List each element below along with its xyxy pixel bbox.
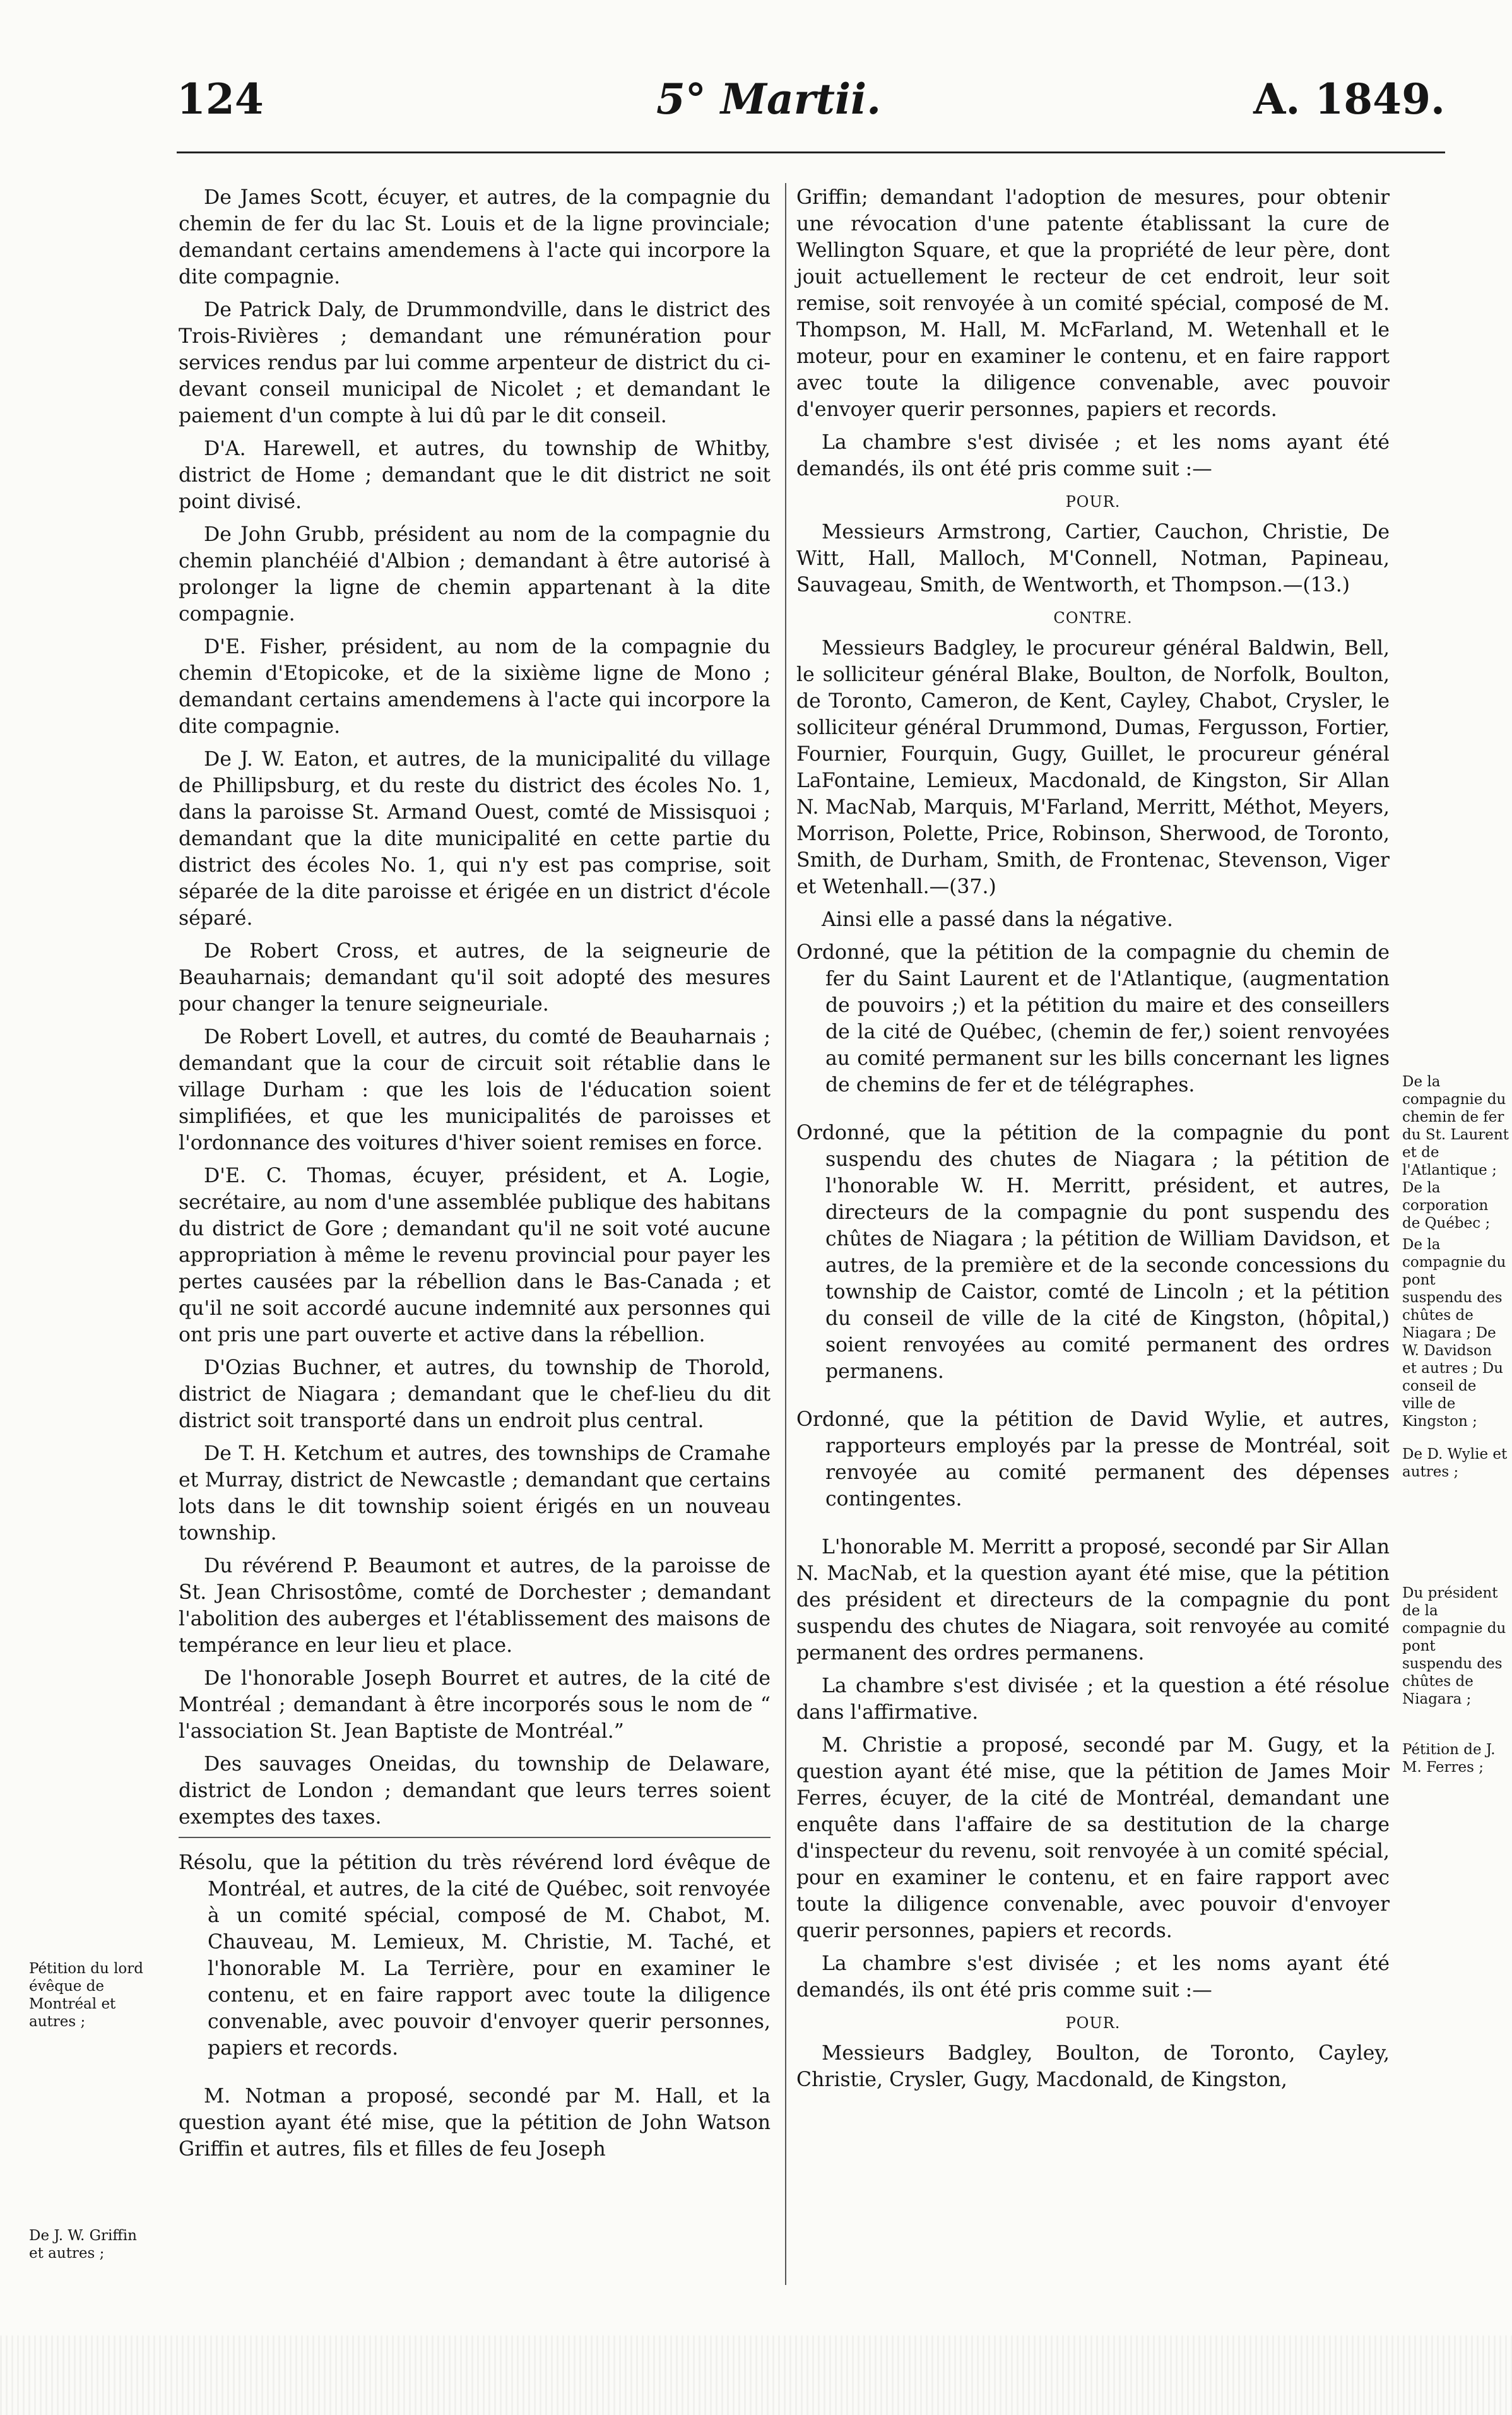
petition-paragraph: De Patrick Daly, de Drummondville, dans le district des Trois-Rivières ; demandant une rémunération pour services rendus par lui comme arpenteur de district du ci-devant conseil municipal de Nicolet ; et demandant le paiement d'un compte à lui dû par le dit conseil. (179, 299, 771, 427)
header-rule (177, 151, 1445, 153)
notman-motion: M. Notman a proposé, secondé par M. Hall, et la question ayant été mise, que la pétition de John Watson Griffin et autres, fils et filles de feu Joseph (179, 2085, 771, 2161)
petition-paragraph: De Robert Cross, et autres, de la seigneurie de Beauharnais; demandant qu'il soit adopté des mesures pour changer la tenure seigneuriale. (179, 940, 771, 1016)
margin-note: De D. Wylie et autres ; (1402, 1446, 1508, 1480)
order-text: Ordonné, que la pétition de David Wylie, et autres, rapporteurs employés par la presse de Montréal, soit renvoyée au comité permanent des dépenses contingentes. (796, 1408, 1390, 1510)
petition-paragraph: De T. H. Ketchum et autres, des townships de Cramahe et Murray, district de Newcastle ; demandant que certains lots dans le dit township soient érigés en un nouveau township. (179, 1442, 771, 1545)
petition-paragraph: De l'honorable Joseph Bourret et autres, de la cité de Montréal ; demandant à être incorporés sous le nom de “ l'association St. Jean Baptiste de Montréal.” (179, 1667, 771, 1743)
pour-heading: POUR. (1065, 493, 1121, 511)
petition-paragraph: De James Scott, écuyer, et autres, de la compagnie du chemin de fer du lac St. Louis et de la ligne provinciale; demandant certains amendemens à l'acte qui incorpore la dite compagnie. (179, 186, 771, 288)
griffin-continuation: Griffin; demandant l'adoption de mesures, pour obtenir une révocation d'une patente établissant la cure de Wellington Square, et que la propriété de leur père, dont jouit actuellement le recteur de cet endroit, leur soit remise, soit renvoyée à un comité spécial, composé de M. Thompson, M. Hall, M. McFarland, M. Wetenhall et le moteur, pour en examiner le contenu, et en faire rapport avec toute la diligence convenable, avec pouvoir d'envoyer querir personnes, papiers et records. (796, 186, 1390, 421)
christie-motion: M. Christie a proposé, secondé par M. Gugy, et la question ayant été mise, que la pétition de James Moir Ferres, écuyer, de la cité de Montréal, demandant une enquête dans l'affaire de sa destitution de la charge d'inspecteur du revenu, soit renvoyée à un comité spécial, pour en examiner le contenu, et en faire rapport avec toute la diligence convenable, avec pouvoir d'envoyer querir personnes, papiers et records. (796, 1734, 1390, 1942)
right-column (796, 184, 1390, 2099)
division-text: La chambre s'est divisée ; et la question a été résolue dans l'affirmative. (796, 1675, 1390, 1724)
division-text: La chambre s'est divisée ; et les noms ayant été demandés, ils ont été pris comme suit :— (796, 431, 1390, 480)
margin-note: De J. W. Griffin et autres ; (29, 2228, 137, 2262)
margin-note: De la compagnie du pont suspendu des chûtes de Niagara ; De W. Davidson et autres ; Du conseil de ville de Kingston ; (1402, 1237, 1506, 1430)
page-title: 5° Martii. (656, 74, 882, 124)
order-block (796, 1120, 1390, 1385)
petition-paragraph: De John Grubb, président au nom de la compagnie du chemin planchéié d'Albion ; demandant à être autorisé à prolonger la ligne de chemin appartenant à la dite compagnie. (179, 523, 771, 626)
petition-paragraph: De J. W. Eaton, et autres, de la municipalité du village de Phillipsburg, et du reste du district des écoles No. 1, dans la paroisse St. Armand Ouest, comté de Missisquoi ; demandant que la dite municipalité en cette partie du district des écoles No. 1, qui n'y est pas comprise, soit séparée de la dite paroisse et érigée en un district d'école séparé. (179, 748, 771, 930)
page-header (177, 74, 1445, 150)
division-text: La chambre s'est divisée ; et les noms ayant été demandés, ils ont été pris comme suit :— (796, 1952, 1390, 2002)
petition-paragraph: D'E. C. Thomas, écuyer, président, et A. Logie, secrétaire, au nom d'une assemblée publique des habitans du district de Gore ; demandant qu'il ne soit voté aucune appropriation à même le revenu provincial pour payer les pertes causées par la rébellion dans le Bas-Canada ; et qu'il ne soit accordé aucune indemnité aux personnes qui ont pris une part ouverte et active dans la rébellion. (179, 1165, 771, 1346)
margin-note: Pétition du lord évêque de Montréal et autres ; (29, 1961, 143, 2030)
petition-paragraph: Du révérend P. Beaumont et autres, de la paroisse de St. Jean Chrisostôme, comté de Dorchester ; demandant l'abolition des auberges et l'établissement des maisons de tempérance en leur lieu et place. (179, 1555, 771, 1657)
section-rule (179, 1837, 771, 1838)
margin-note: De la compagnie du chemin de fer du St. Laurent et de l'Atlantique ; De la corporation de Québec ; (1402, 1074, 1509, 1231)
left-column (179, 184, 771, 2169)
page-year: A. 1849. (1253, 74, 1445, 124)
order-text: Ordonné, que la pétition de la compagnie du chemin de fer du Saint Laurent et de l'Atlantique, (augmentation de pouvoirs ;) et la pétition du maire et des conseillers de la cité de Québec, (chemin de fer,) soient renvoyées au comité permanent sur les bills concernant les lignes de chemins de fer et de télégraphes. (796, 941, 1390, 1096)
petition-paragraph: De Robert Lovell, et autres, du comté de Beauharnais ; demandant que la cour de circuit soit rétablie dans le village Durham : que les lois de l'éducation soient simplifiées, et que les municipalités de paroisses et l'ordonnance des voitures d'hiver soient remises en force. (179, 1026, 771, 1154)
petition-paragraph: D'E. Fisher, président, au nom de la compagnie du chemin d'Etopicoke, et de la sixième ligne de Mono ; demandant certains amendemens à l'acte qui incorpore la dite compagnie. (179, 636, 771, 738)
petition-paragraph: D'Ozias Buchner, et autres, du township de Thorold, district de Niagara ; demandant que le chef-lieu du dit district soit transporté dans un endroit plus central. (179, 1356, 771, 1432)
column-separator (785, 183, 786, 2285)
petition-paragraph: Des sauvages Oneidas, du township de Delaware, district de London ; demandant que leurs terres soient exemptes des taxes. (179, 1753, 771, 1829)
resolution-block (179, 1849, 771, 2062)
order-block (796, 939, 1390, 1098)
margin-note: Du président de la compagnie du pont suspendu des chûtes de Niagara ; (1402, 1585, 1506, 1707)
page-edge-noise (0, 2335, 1512, 2415)
margin-note: Pétition de J. M. Ferres ; (1402, 1742, 1496, 1776)
order-block (796, 1406, 1390, 1512)
pour-heading: POUR. (1065, 2014, 1121, 2032)
pour-names: Messieurs Armstrong, Cartier, Cauchon, Christie, De Witt, Hall, Malloch, M'Connell, Notman, Papineau, Sauvageau, Smith, de Wentworth, et Thompson.—(13.) (796, 521, 1390, 596)
pour-names: Messieurs Badgley, Boulton, de Toronto, Cayley, Christie, Crysler, Gugy, Macdonald, de Kingston, (796, 2042, 1390, 2091)
petition-paragraph: D'A. Harewell, et autres, du township de Whitby, district de Home ; demandant que le dit district ne soit point divisé. (179, 437, 771, 513)
negative-result: Ainsi elle a passé dans la négative. (822, 908, 1173, 931)
contre-names: Messieurs Badgley, le procureur général Baldwin, Bell, le solliciteur général Blake, Boulton, de Norfolk, Boulton, de Toronto, Cameron, de Kent, Cayley, Chabot, Crysler, le solliciteur général Drummond, Dumas, Fergusson, Fortier, Fournier, Fourquin, Gugy, Guillet, le procureur général LaFontaine, Lemieux, Macdonald, de Kingston, Sir Allan N. MacNab, Marquis, M'Farland, Merritt, Méthot, Meyers, Morrison, Polette, Price, Robinson, Sherwood, de Toronto, Smith, de Durham, Smith, de Frontenac, Stevenson, Viger et Wetenhall.—(37.) (796, 637, 1390, 898)
resolution-text: Résolu, que la pétition du très révérend lord évêque de Montréal, et autres, de la cité de Québec, soit renvoyée à un comité spécial, composé de M. Chabot, M. Chauveau, M. Lemieux, M. Christie, M. Taché, et l'honorable M. La Terrière, pour en examiner le contenu, et en faire rapport avec toute la diligence convenable, avec pouvoir d'envoyer querir personnes, papiers et records. (179, 1851, 771, 2060)
order-text: Ordonné, que la pétition de la compagnie du pont suspendu des chutes de Niagara ; la pétition de l'honorable W. H. Merritt, président, et autres, directeurs de la compagnie du pont suspendu des chûtes de Niagara ; la pétition de William Davidson, et autres, de la première et de la seconde concessions du township de Caistor, comté de Lincoln ; et la pétition du conseil de ville de la cité de Kingston, (hôpital,) soient renvoyées au comité permanent des ordres permanens. (796, 1122, 1390, 1383)
merritt-motion: L'honorable M. Merritt a proposé, secondé par Sir Allan N. MacNab, et la question ayant été mise, que la pétition des président et directeurs de la compagnie du pont suspendu des chutes de Niagara, soit renvoyée au comité permanent des ordres permanens. (796, 1536, 1390, 1664)
page-number: 124 (177, 74, 264, 124)
contre-heading: CONTRE. (1053, 609, 1133, 627)
